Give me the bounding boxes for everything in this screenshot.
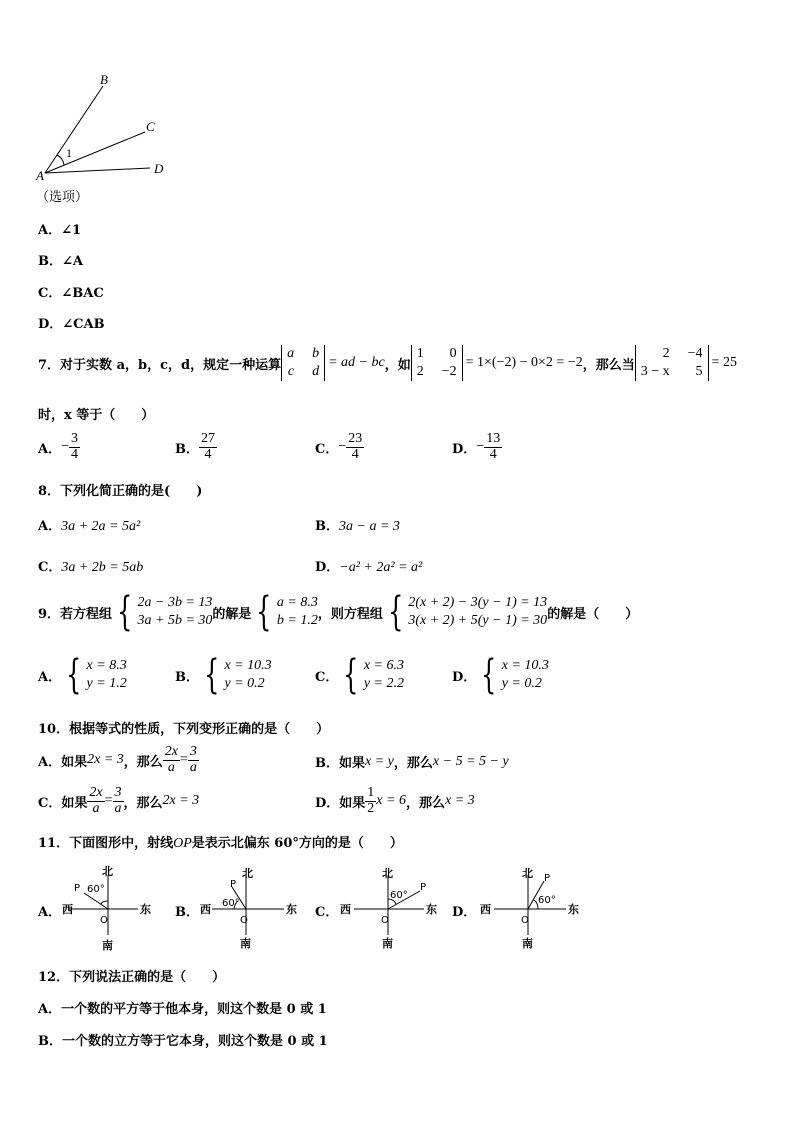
q10-option-b[interactable]: B． 如果 x = y ，那么 x − 5 = 5 − y xyxy=(315,753,509,771)
svg-text:南: 南 xyxy=(102,939,113,952)
q6-option-c[interactable]: C．∠BAC xyxy=(38,286,104,301)
q11-option-c[interactable]: C． xyxy=(315,905,339,920)
label-b: B xyxy=(100,72,108,87)
q10-option-a[interactable]: A． 如果 2x = 3 ，那么 $\frac{2x}{a}$ = $\frac{3}{a}$ xyxy=(38,744,197,775)
q8-option-b[interactable]: B．3a − a = 3 xyxy=(315,519,400,534)
q8-option-d[interactable]: D．−a² + 2a² = a² xyxy=(315,560,423,575)
svg-text:东: 东 xyxy=(286,903,297,916)
q11-option-a[interactable]: A． xyxy=(38,905,62,920)
svg-text:60°: 60° xyxy=(87,884,105,895)
q6-option-d[interactable]: D．∠CAB xyxy=(38,317,105,332)
svg-text:P: P xyxy=(420,882,427,893)
svg-text:北: 北 xyxy=(382,867,393,880)
q11-stem: 11．下面图形中，射线OP是表示北偏东 60°方向的是（ ） xyxy=(38,836,403,851)
svg-text:东: 东 xyxy=(426,903,437,916)
svg-text:东: 东 xyxy=(140,903,151,916)
svg-text:O: O xyxy=(521,915,529,926)
q11-option-d[interactable]: D． xyxy=(452,905,477,920)
svg-text:西: 西 xyxy=(62,903,73,916)
svg-text:P: P xyxy=(230,879,237,890)
q12-stem: 12．下列说法正确的是（ ） xyxy=(38,970,226,985)
q9-option-d[interactable]: D． { x = 10.3 y = 0.2 xyxy=(452,652,549,698)
system-2: { a = 8.3 b = 1.2 xyxy=(256,589,318,635)
q10-option-d[interactable]: D． 如果 $\frac{1}{2}$ x = 6 ，那么 x = 3 xyxy=(315,785,475,816)
q7-option-c[interactable]: C． − $\frac{23}{4}$ xyxy=(315,431,363,462)
svg-text:P: P xyxy=(544,873,551,884)
q9-option-b[interactable]: B． { x = 10.3 y = 0.2 xyxy=(175,652,272,698)
q7-option-d[interactable]: D． − $\frac{13}{4}$ xyxy=(452,431,501,462)
q9-stem: 9． 若方程组 { 2a − 3b = 13 3a + 5b = 30 的解是 { a = 8.3 b = 1.2 ，则方程组 { 2(x + 2) − 3(y − 1) = 13 3(x + 2) + 5(y − 1) = 30 的解是（ ） xyxy=(38,589,639,635)
q7-stem-cont: 时，x 等于（ ） xyxy=(38,408,155,423)
svg-text:东: 东 xyxy=(568,903,579,916)
label-d: D xyxy=(154,161,164,176)
q8-stem: 8．下列化简正确的是( ) xyxy=(38,484,203,499)
q10-stem: 10．根据等式的性质，下列变形正确的是（ ） xyxy=(38,722,330,737)
svg-text:北: 北 xyxy=(242,867,253,880)
system-1: { 2a − 3b = 13 3a + 5b = 30 xyxy=(117,589,213,635)
svg-text:60°: 60° xyxy=(538,895,556,906)
svg-text:西: 西 xyxy=(200,903,211,916)
determinant-abcd: a b c d xyxy=(281,345,325,381)
compass-a xyxy=(58,865,158,953)
svg-text:P: P xyxy=(74,883,81,894)
q8-option-c[interactable]: C．3a + 2b = 5ab xyxy=(38,560,144,575)
svg-text:南: 南 xyxy=(240,937,251,950)
q7-option-b[interactable]: B． $\frac{27}{4}$ xyxy=(175,431,215,462)
svg-text:60°: 60° xyxy=(390,890,408,901)
q6-option-a[interactable]: A．∠1 xyxy=(38,223,82,238)
determinant-question: 2 −4 3 − x 5 xyxy=(635,345,709,381)
svg-text:西: 西 xyxy=(480,903,491,916)
label-c: C xyxy=(146,119,155,134)
svg-text:北: 北 xyxy=(522,867,533,880)
compass-c xyxy=(338,865,448,953)
q11-option-b[interactable]: B． xyxy=(175,905,199,920)
q8-option-a[interactable]: A．3a + 2a = 5a² xyxy=(38,519,141,534)
figure-caption: （选项） xyxy=(36,190,89,205)
svg-text:南: 南 xyxy=(382,937,393,950)
determinant-example: 1 0 2 −2 xyxy=(411,345,463,381)
svg-text:北: 北 xyxy=(102,865,113,878)
label-angle-1: 1 xyxy=(66,146,72,160)
q12-option-b[interactable]: B．一个数的立方等于它本身，则这个数是 0 或 1 xyxy=(38,1034,328,1049)
q9-option-c[interactable]: C． { x = 6.3 y = 2.2 xyxy=(315,652,404,698)
svg-text:O: O xyxy=(100,915,108,926)
angle-figure xyxy=(30,70,180,185)
svg-text:O: O xyxy=(381,915,389,926)
label-a: A xyxy=(36,168,44,183)
svg-text:O: O xyxy=(240,915,248,926)
compass-d xyxy=(478,865,588,953)
system-3: { 2(x + 2) − 3(y − 1) = 13 3(x + 2) + 5(y − 1) = 30 xyxy=(387,589,548,635)
q9-option-a[interactable]: A． { x = 8.3 y = 1.2 xyxy=(38,652,127,698)
svg-text:西: 西 xyxy=(340,903,351,916)
q12-option-a[interactable]: A．一个数的平方等于他本身，则这个数是 0 或 1 xyxy=(38,1002,327,1017)
svg-text:南: 南 xyxy=(522,937,533,950)
q7-option-a[interactable]: A． − $\frac{3}{4}$ xyxy=(38,431,78,462)
q7-stem: 7． 对于实数 a，b，c，d，规定一种运算 a b c d = ad − bc ，如 1 0 2 −2 = 1×(−2) − 0×2 = −2 ，那么当 2 −4 3 − x 5 = 25 xyxy=(38,345,737,381)
q10-option-c[interactable]: C． 如果 $\frac{2x}{a}$ = $\frac{3}{a}$ ，那么 2x = 3 xyxy=(38,785,200,816)
svg-text:60°: 60° xyxy=(222,898,240,909)
compass-b xyxy=(198,865,308,953)
q6-option-b[interactable]: B．∠A xyxy=(38,254,83,269)
